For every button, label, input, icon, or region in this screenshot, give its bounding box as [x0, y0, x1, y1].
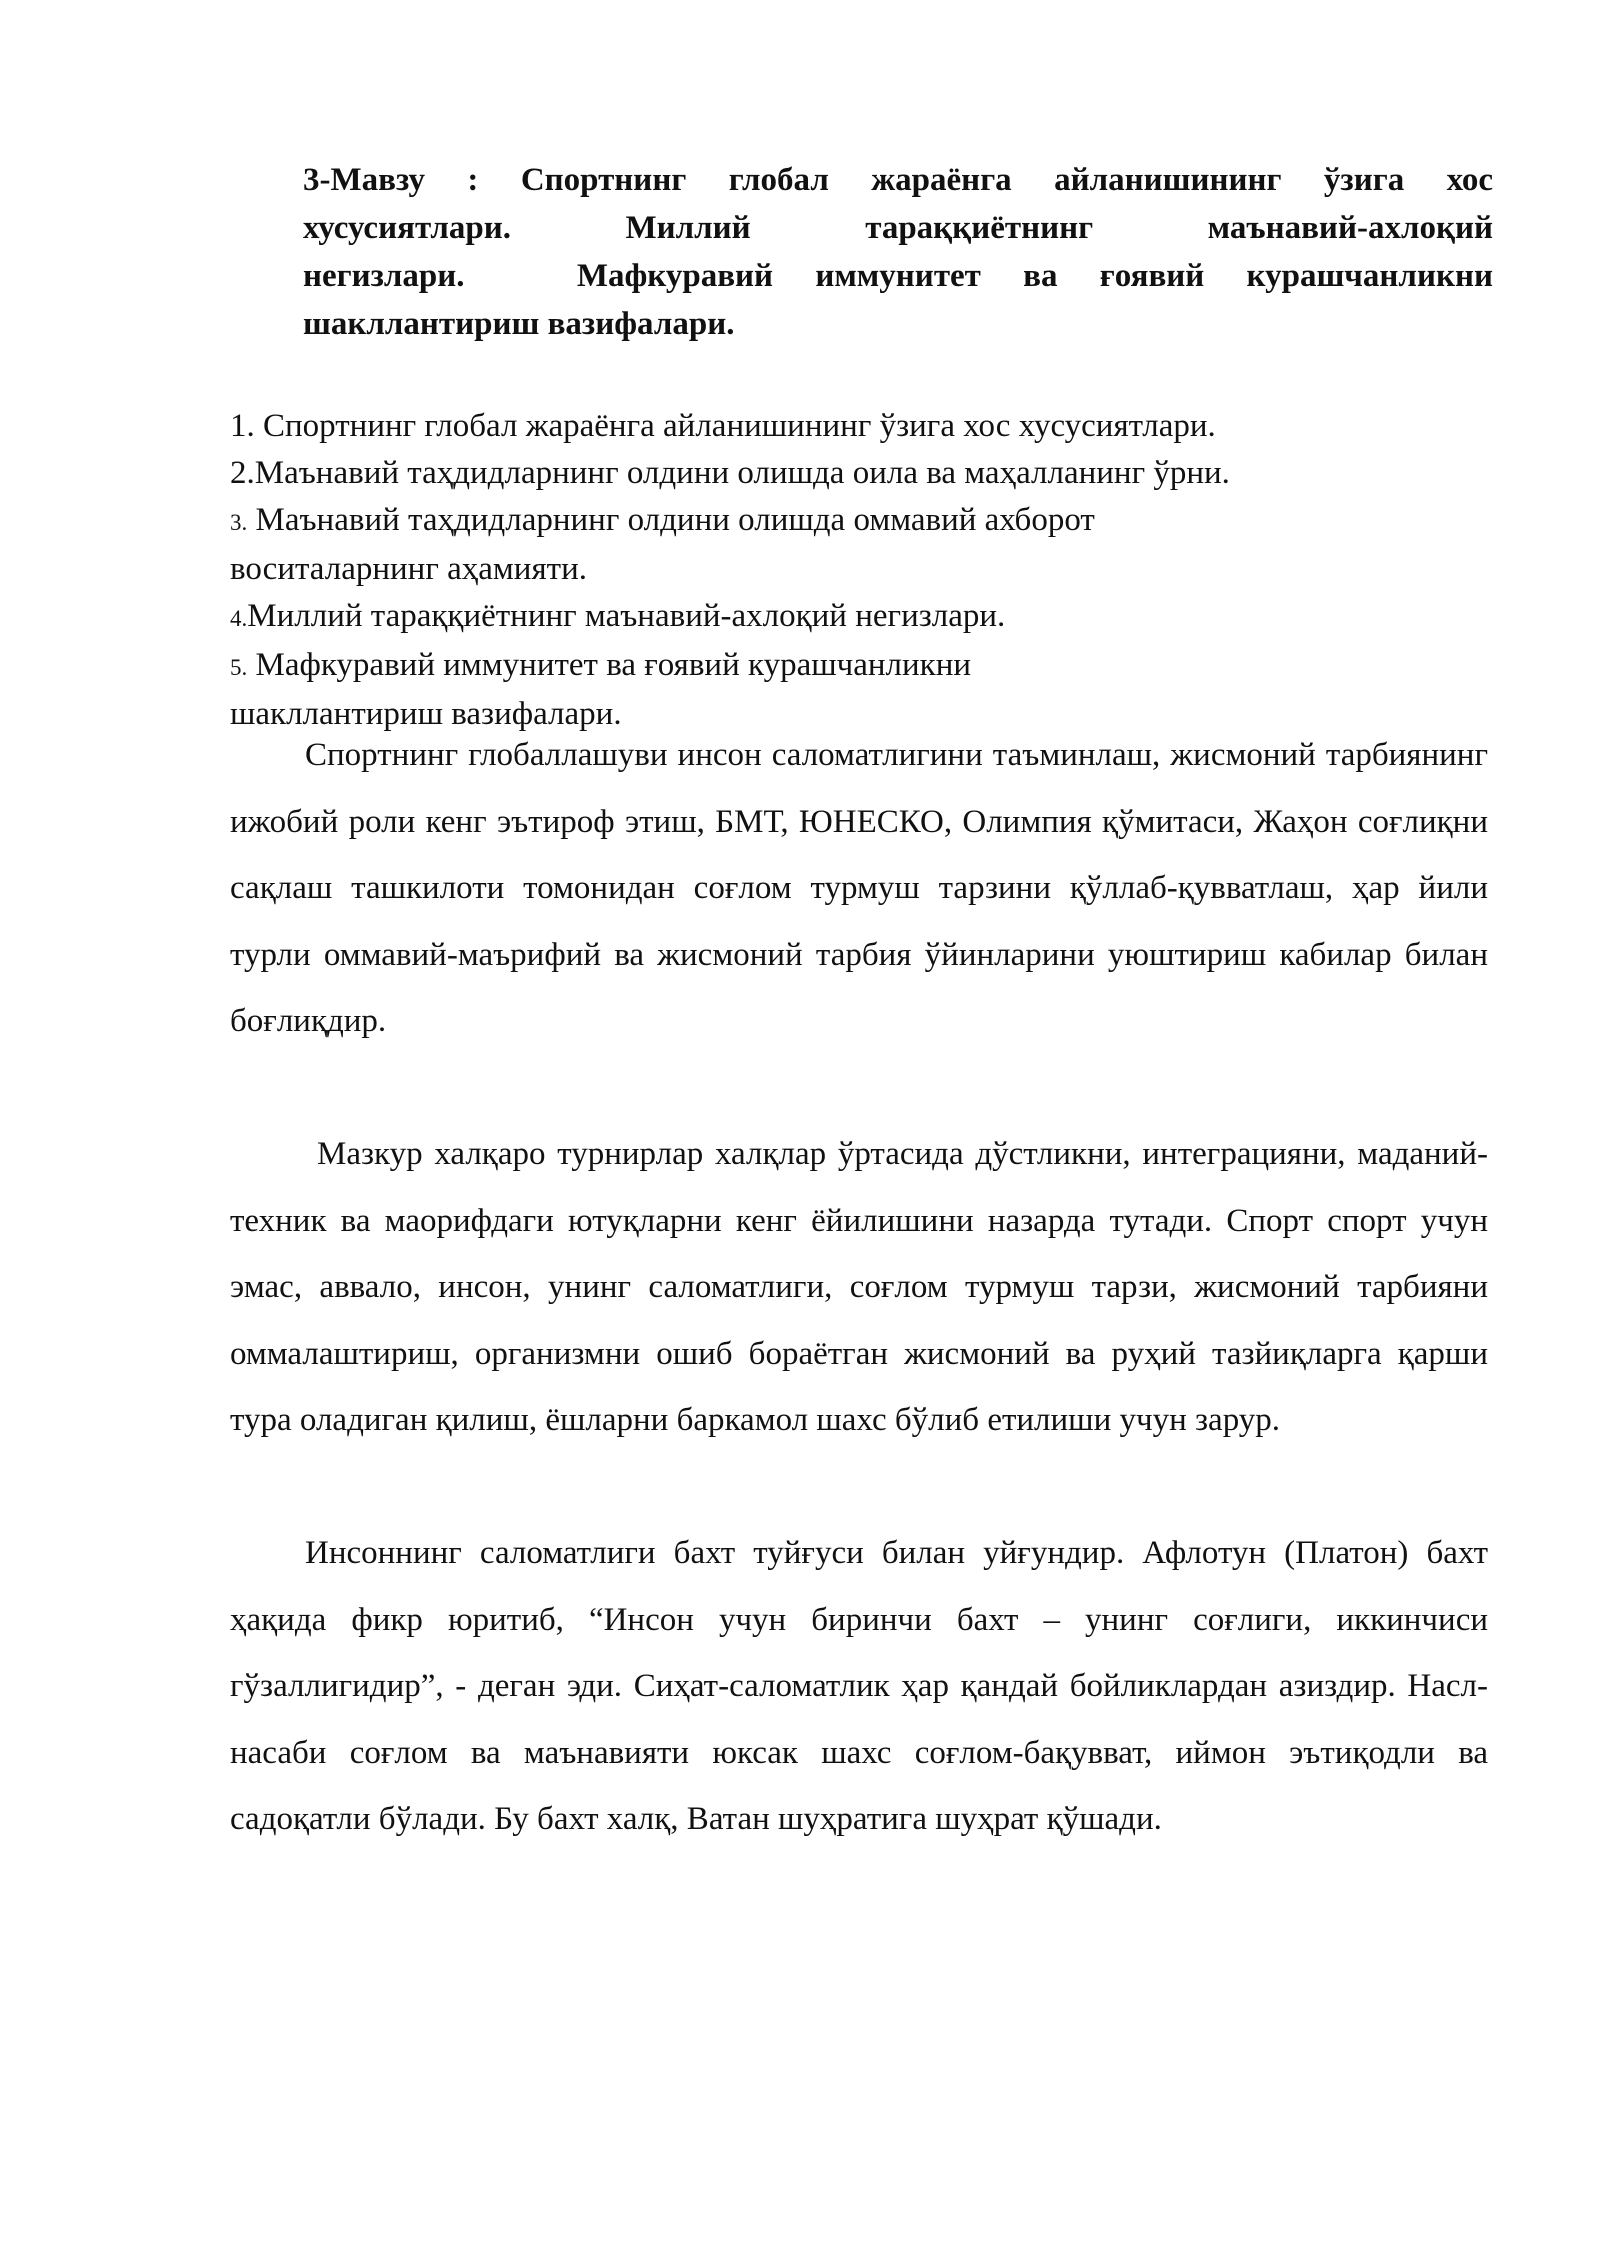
heading-fragment: хусусиятлари.	[303, 210, 511, 246]
list-item	[230, 450, 1490, 497]
list-text: воситаларнинг аҳамияти.	[230, 551, 587, 587]
body-paragraph: Спортнинг глобаллашуви инсон саломатлигини таъминлаш, жисмоний тарбиянинг ижобий роли кенг эътироф этиш, БМТ, ЮНЕСКО, Олимпия қўмитаси, Жаҳон соғлиқни сақлаш ташкилоти томонидан соғлом турмуш тарзини қўллаб-қувватлаш, ҳар йили турли оммавий-маърифий ва жисмоний тарбия ўйинларини уюштириш кабилар билан боғлиқдир.	[230, 737, 1488, 1039]
body-paragraph: Мазкур халқаро турнирлар халқлар ўртасида дўстликни, интеграцияни, маданий-техник ва маорифдаги ютуқларни кенг ёйилишини назарда тутади. Спорт спорт учун эмас, аввало, инсон, унинг саломатлиги, соғлом турмуш тарзи, жисмоний тарбияни оммалаштириш, организмни ошиб бораётган жисмоний ва руҳий тазйиқларга қарши тура оладиган қилиш, ёшларни баркамол шахс бўлиб етилиши учун зарур.	[230, 1136, 1488, 1438]
list-item	[230, 497, 1490, 546]
heading-fragment: Мафкуравий иммунитет ва ғоявий курашчанликни	[576, 258, 1494, 294]
list-number: 1.	[230, 408, 255, 444]
heading-line: шакллантириш вазифалари.	[303, 306, 735, 342]
list-number: 4.	[230, 606, 248, 631]
list-text: Маънавий таҳдидларнинг олдини олишда оммавий ахборот	[247, 502, 1095, 538]
heading-fragment: негизлари.	[303, 258, 465, 294]
list-text: шакллантириш вазифалари.	[230, 696, 622, 732]
heading-line	[303, 204, 1493, 252]
body-paragraph: Инсоннинг саломатлиги бахт туйғуси билан уйғундир. Афлотун (Платон) бахт ҳақида фикр юритиб, “Инсон учун биринчи бахт – унинг соғлиги, иккинчиси гўзаллигидир”, - деган эди. Сиҳат-саломатлик ҳар қандай бойликлардан азиздир. Насл-насаби соғлом ва маънавияти юксак шахс соғлом-бақувват, иймон эътиқодли ва садоқатли бўлади. Бу бахт халқ, Ватан шуҳратига шуҳрат қўшади.	[230, 1535, 1488, 1837]
list-text: Миллий тараққиётнинг маънавий-ахлоқий негизлари.	[247, 598, 1006, 634]
topic-heading	[303, 156, 1493, 348]
list-text: Мафкуравий иммунитет ва ғоявий курашчанликни	[247, 647, 972, 683]
list-text: Спортнинг глобал жараёнга айланишининг ўзига хос хусусиятлари.	[254, 408, 1216, 444]
heading-line: 3-Мавзу : Спортнинг глобал жараёнга айланишининг ўзига хос	[303, 162, 1493, 198]
topic-outline-list	[230, 403, 1490, 738]
list-number: 2.	[230, 455, 255, 491]
list-item	[230, 403, 1490, 450]
heading-fragment: Миллий тараққиётнинг маънавий-ахлоқий	[625, 210, 1493, 246]
list-item	[230, 593, 1490, 642]
heading-line	[303, 252, 1493, 300]
list-item	[230, 642, 1490, 691]
list-item-continuation	[230, 546, 1490, 593]
list-text: Маънавий таҳдидларнинг олдини олишда оила ва маҳалланинг ўрни.	[254, 455, 1230, 491]
list-number: 5.	[230, 655, 248, 680]
list-number: 3.	[230, 510, 248, 535]
